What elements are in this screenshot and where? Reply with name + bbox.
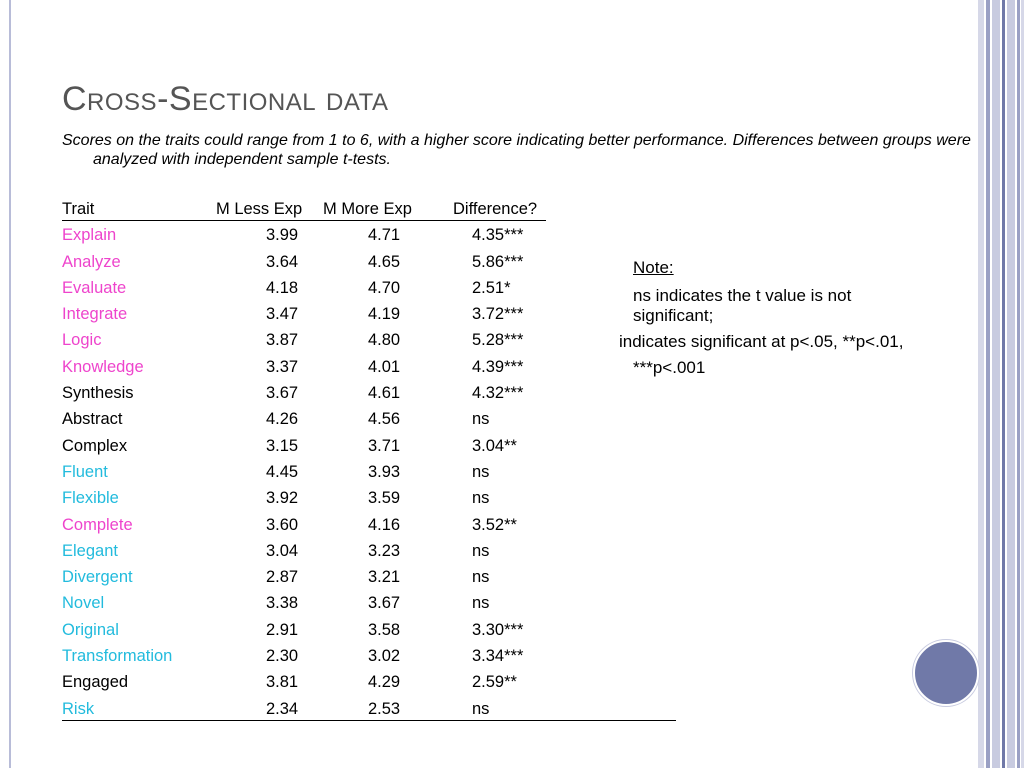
- difference-cell: ns: [472, 541, 490, 560]
- more-exp-cell: 3.23: [368, 541, 401, 560]
- difference-cell: 2.59**: [472, 673, 517, 692]
- trait-cell: Explain: [62, 226, 117, 245]
- more-exp-cell: 2.53: [368, 699, 401, 718]
- difference-cell: ns: [472, 489, 490, 508]
- more-exp-cell: 4.61: [368, 384, 401, 403]
- less-exp-cell: 2.91: [266, 620, 299, 639]
- less-exp-cell: 3.60: [266, 515, 299, 534]
- less-exp-cell: 3.47: [266, 305, 299, 324]
- less-exp-cell: 3.92: [266, 489, 299, 508]
- decorative-circle: [913, 640, 979, 706]
- more-exp-cell: 4.01: [368, 357, 401, 376]
- slide-subtitle: Scores on the traits could range from 1 to 6, with a higher score indicating better performance. Differences between groups were analyzed with independent sample t-tests.: [62, 132, 971, 168]
- header-more-exp: M More Exp: [323, 200, 412, 218]
- trait-cell: Novel: [62, 594, 105, 613]
- less-exp-cell: 3.87: [266, 331, 299, 350]
- more-exp-cell: 4.16: [368, 515, 401, 534]
- less-exp-cell: 4.18: [266, 278, 299, 297]
- less-exp-cell: 3.15: [266, 436, 299, 455]
- more-exp-cell: 3.67: [368, 594, 401, 613]
- more-exp-cell: 4.65: [368, 252, 401, 271]
- more-exp-cell: 4.29: [368, 673, 401, 692]
- difference-cell: ns: [472, 594, 490, 613]
- note-line-p001: ***p<.001: [633, 358, 706, 377]
- trait-cell: Fluent: [62, 462, 108, 481]
- trait-cell: Abstract: [62, 410, 123, 429]
- less-exp-cell: 3.81: [266, 673, 299, 692]
- difference-cell: 3.72***: [472, 305, 524, 324]
- trait-cell: Elegant: [62, 541, 118, 560]
- difference-cell: 4.32***: [472, 384, 524, 403]
- trait-cell: Divergent: [62, 568, 133, 587]
- slide-title: Cross-Sectional data: [62, 80, 389, 118]
- note-line-ns: ns indicates the t value is not significant;: [633, 286, 852, 325]
- trait-cell: Risk: [62, 699, 95, 718]
- left-border-line: [9, 0, 11, 768]
- more-exp-cell: 4.70: [368, 278, 401, 297]
- note-line-p05: indicates significant at p<.05, **p<.01,: [619, 332, 904, 351]
- more-exp-cell: 3.59: [368, 489, 401, 508]
- difference-cell: 4.39***: [472, 357, 524, 376]
- trait-cell: Synthesis: [62, 384, 134, 403]
- difference-cell: 3.34***: [472, 647, 524, 666]
- header-trait: Trait: [62, 200, 95, 218]
- difference-cell: 4.35***: [472, 226, 524, 245]
- less-exp-cell: 3.64: [266, 252, 299, 271]
- less-exp-cell: 2.30: [266, 647, 299, 666]
- less-exp-cell: 4.45: [266, 462, 299, 481]
- more-exp-cell: 3.71: [368, 436, 401, 455]
- difference-cell: 5.28***: [472, 331, 524, 350]
- more-exp-cell: 3.58: [368, 620, 401, 639]
- more-exp-cell: 4.19: [368, 305, 401, 324]
- less-exp-cell: 4.26: [266, 410, 299, 429]
- less-exp-cell: 2.34: [266, 699, 299, 718]
- header-underline: [62, 220, 546, 221]
- trait-cell: Integrate: [62, 305, 128, 324]
- more-exp-cell: 3.02: [368, 647, 401, 666]
- less-exp-cell: 3.38: [266, 594, 299, 613]
- table-bottom-rule: [62, 720, 676, 721]
- trait-cell: Evaluate: [62, 278, 127, 297]
- header-difference: Difference?: [453, 200, 538, 218]
- more-exp-cell: 4.71: [368, 226, 401, 245]
- difference-cell: 3.30***: [472, 620, 524, 639]
- less-exp-cell: 3.37: [266, 357, 299, 376]
- trait-cell: Logic: [62, 331, 102, 350]
- trait-cell: Analyze: [62, 252, 121, 271]
- difference-cell: 3.04**: [472, 436, 517, 455]
- trait-cell: Original: [62, 620, 119, 639]
- note-title: Note:: [633, 258, 674, 277]
- less-exp-cell: 3.67: [266, 384, 299, 403]
- difference-cell: ns: [472, 410, 490, 429]
- decorative-stripes: [978, 0, 1024, 768]
- more-exp-cell: 4.80: [368, 331, 401, 350]
- more-exp-cell: 3.21: [368, 568, 401, 587]
- less-exp-cell: 2.87: [266, 568, 299, 587]
- difference-cell: 5.86***: [472, 252, 524, 271]
- trait-cell: Complete: [62, 515, 133, 534]
- note-box: [619, 258, 919, 384]
- difference-cell: ns: [472, 568, 490, 587]
- difference-cell: 3.52**: [472, 515, 517, 534]
- trait-cell: Engaged: [62, 673, 129, 692]
- trait-cell: Knowledge: [62, 357, 144, 376]
- difference-cell: ns: [472, 462, 490, 481]
- trait-cell: Flexible: [62, 489, 119, 508]
- less-exp-cell: 3.04: [266, 541, 299, 560]
- trait-cell: Transformation: [62, 647, 173, 666]
- header-less-exp: M Less Exp: [216, 200, 303, 218]
- difference-cell: 2.51*: [472, 278, 511, 297]
- more-exp-cell: 3.93: [368, 462, 401, 481]
- less-exp-cell: 3.99: [266, 226, 299, 245]
- trait-cell: Complex: [62, 436, 128, 455]
- difference-cell: ns: [472, 699, 490, 718]
- more-exp-cell: 4.56: [368, 410, 401, 429]
